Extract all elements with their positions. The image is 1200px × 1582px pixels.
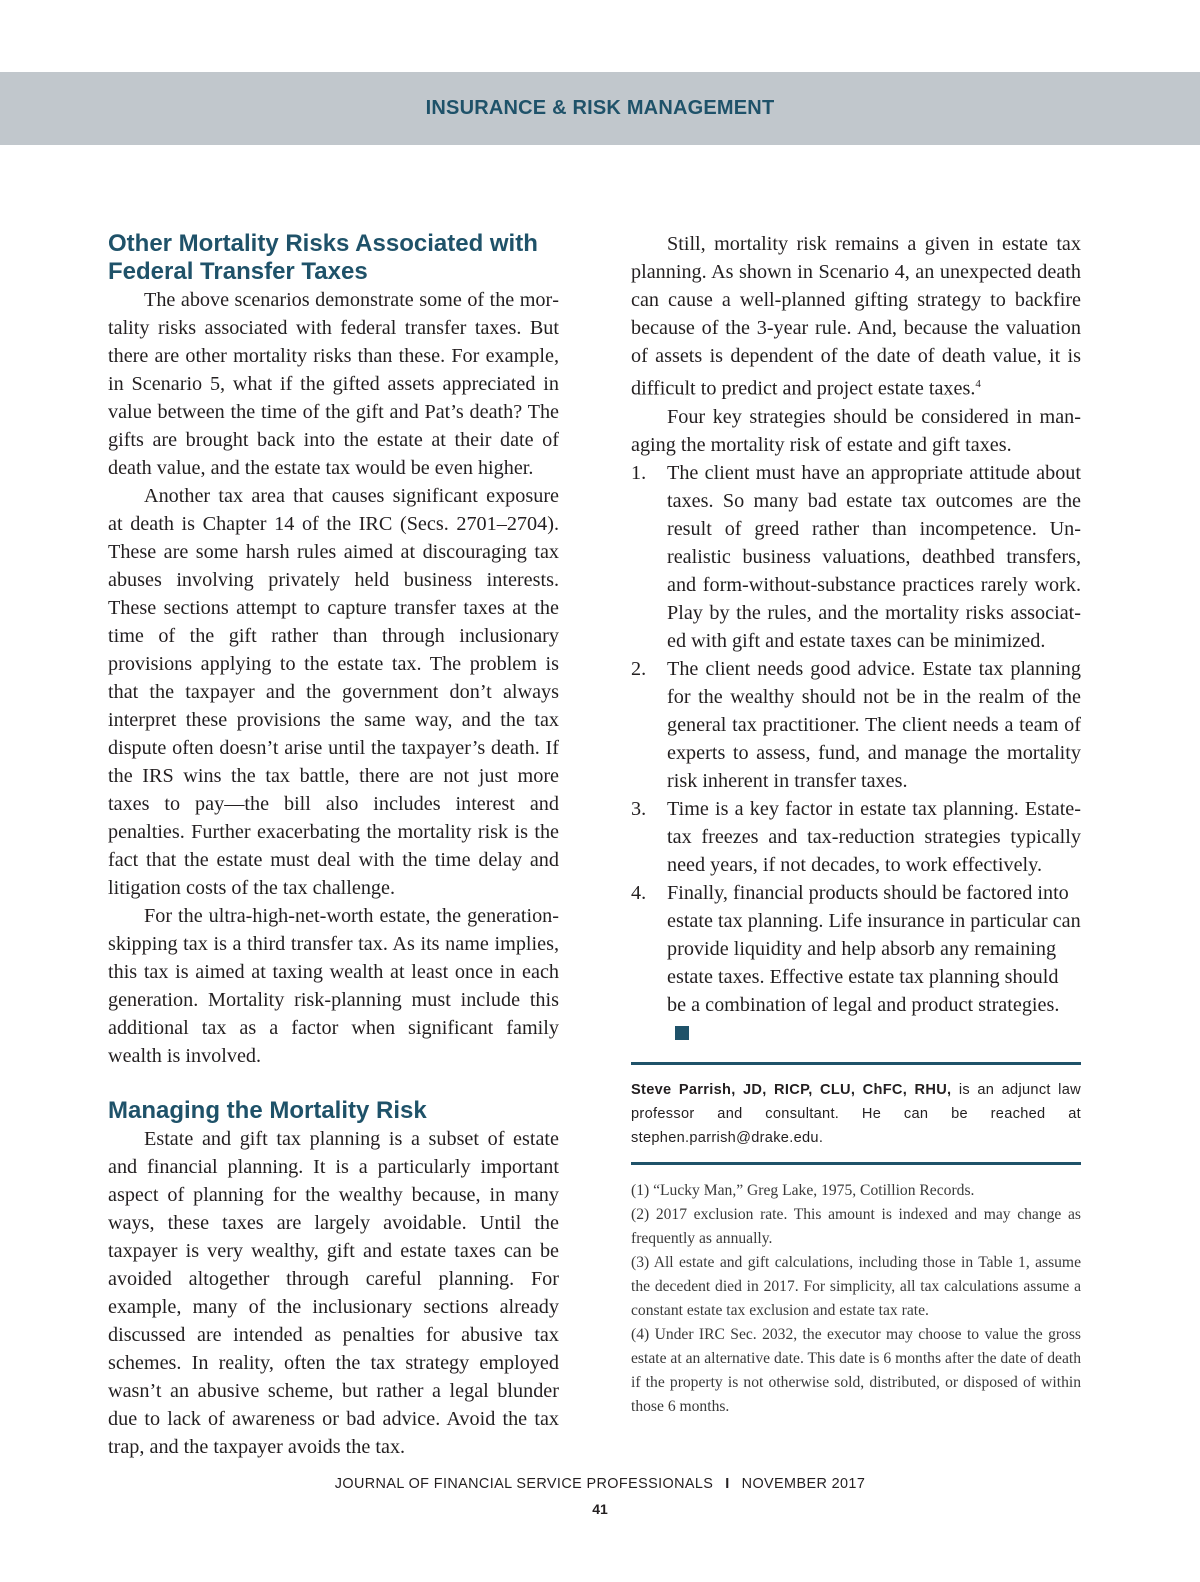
- endnotes: [631, 1179, 1081, 1419]
- list-item: [631, 459, 1081, 655]
- divider: [631, 1062, 1081, 1065]
- heading-other-mortality-risks: Other Mortality Risks Associated with Federal Transfer Taxes: [108, 230, 538, 285]
- paragraph: The above scenarios demonstrate some of the mortality risks associated with federal transfer taxes. But there are other mortality risks than these. For example, in Scenario 5, what if the gifted assets appreciated in value between the time of the gift and Pat’s death? The gifts are brought back into the estate at their date of death value, and the estate tax would be even higher.: [108, 289, 559, 479]
- footnote-ref: 4: [975, 378, 981, 390]
- paragraph: [631, 230, 1081, 403]
- list-item: [631, 795, 1081, 879]
- list-item-text: The client needs good advice. Estate tax planning for the wealthy should not be in the realm of the general tax practitioner. The client needs a team of experts to assess, fund, and manage the mortality risk inherent in transfer taxes.: [667, 657, 1081, 792]
- paragraph: For the ultra-high-net-worth estate, the generation-skipping tax is a third transfer tax. As its name implies, this tax is aimed at taxing wealth at least once in each generation. Mortality risk-planning must include this additional tax as a factor when significant family wealth is involved.: [108, 905, 559, 1067]
- end-of-article-square-icon: [675, 1026, 689, 1040]
- section-title: INSURANCE & RISK MANAGEMENT: [425, 97, 775, 119]
- endnote: (3) All estate and gift calculations, including those in Table 1, assume the decedent died in 2017. For simplicity, all tax calculations assume a constant estate tax exclusion and estate tax rate.: [631, 1253, 1081, 1319]
- left-column: [108, 230, 559, 1461]
- paragraph: Estate and gift tax planning is a subset of estate and financial planning. It is a particularly important aspect of planning for the wealthy because, in many ways, these taxes are largely avoidable. Until the taxpayer is very wealthy, gift and estate taxes can be avoided altogether through careful planning. For example, many of the inclusionary sections already discussed are intended as penalties for abusive tax schemes. In reality, often the tax strategy employed wasn’t an abusive scheme, but rather a legal blunder due to lack of awareness or bad advice. Avoid the tax trap, and the taxpayer avoids the tax.: [108, 1128, 559, 1458]
- section-header-band: [0, 72, 1200, 145]
- footer-separator: I: [725, 1476, 730, 1492]
- page-footer: [0, 1474, 1200, 1519]
- list-number: 3.: [631, 797, 647, 820]
- author-name: Steve Parrish, JD, RICP, CLU, ChFC, RHU,: [631, 1081, 952, 1098]
- list-number: 1.: [631, 461, 647, 484]
- endnote: (4) Under IRC Sec. 2032, the executor may choose to value the gross estate at an alternative date. This date is 6 months after the date of death if the property is not otherwise sold, distributed, or disposed of within those 6 months.: [631, 1325, 1081, 1415]
- heading-managing-mortality-risk: Managing the Mortality Risk: [108, 1097, 427, 1124]
- author-bio-text: is an adjunct law professor and consultant. He can be reached at stephen.parrish@drake.edu.: [631, 1081, 1081, 1146]
- author-bio: [631, 1078, 1081, 1150]
- right-column: [631, 230, 1081, 1419]
- list-number: 2.: [631, 657, 647, 680]
- journal-name: JOURNAL OF FINANCIAL SERVICE PROFESSIONALS: [334, 1476, 714, 1492]
- list-item-text-content: Finally, financial products should be factored into estate tax planning. Life insurance in particular can provide liquidity and help absorb any remaining estate taxes. Effective estate tax planning should be a combination of legal and product strategies.: [667, 881, 1081, 1016]
- paragraph: Another tax area that causes significant exposure at death is Chapter 14 of the IRC (Secs. 2701–2704). These are some harsh rules aimed at discouraging tax abuses involving privately held business interests. These sections attempt to capture transfer taxes at the time of the gift rather than through inclusionary provisions applying to the estate tax. The problem is that the taxpayer and the government don’t always interpret these provisions the same way, and the tax dispute often doesn’t arise until the taxpayer’s death. If the IRS wins the tax battle, there are not just more taxes to pay—the bill also includes interest and penalties. Further exacerbating the mortality risk is the fact that the estate must deal with the time delay and litigation costs of the tax challenge.: [108, 485, 559, 899]
- footer-line: [0, 1474, 1200, 1494]
- list-item-text: The client must have an appropriate attitude about taxes. So many bad estate tax outcomes are the result of greed rather than incompetence. Unrealistic business valuations, deathbed transfers, and form-without-substance practices rarely work. Play by the rules, and the mortality risks associated with gift and estate taxes can be minimized.: [667, 461, 1081, 652]
- paragraph: Four key strategies should be considered in managing the mortality risk of estate and gift taxes.: [631, 405, 1081, 456]
- endnote: (1) “Lucky Man,” Greg Lake, 1975, Cotillion Records.: [631, 1181, 975, 1199]
- list-item: [631, 879, 1081, 1047]
- list-item-text: Time is a key factor in estate tax planning. Estate-tax freezes and tax-reduction strategies typically need years, if not decades, to work effectively.: [667, 797, 1081, 876]
- endnote: (2) 2017 exclusion rate. This amount is indexed and may change as frequently as annually.: [631, 1205, 1081, 1247]
- list-item: [631, 655, 1081, 795]
- strategies-list: [631, 459, 1081, 1047]
- paragraph-text: Still, mortality risk remains a given in estate tax planning. As shown in Scenario 4, an unexpected death can cause a well-planned gifting strategy to backfire because of the 3-year rule. And, because the valuation of assets is dependent of the date of death value, it is difficult to predict and project estate taxes.: [631, 233, 1081, 400]
- page-number: 41: [592, 1501, 608, 1517]
- issue-date: NOVEMBER 2017: [741, 1476, 866, 1492]
- list-item-text: [667, 879, 1081, 1047]
- divider: [631, 1162, 1081, 1165]
- list-number: 4.: [631, 881, 647, 904]
